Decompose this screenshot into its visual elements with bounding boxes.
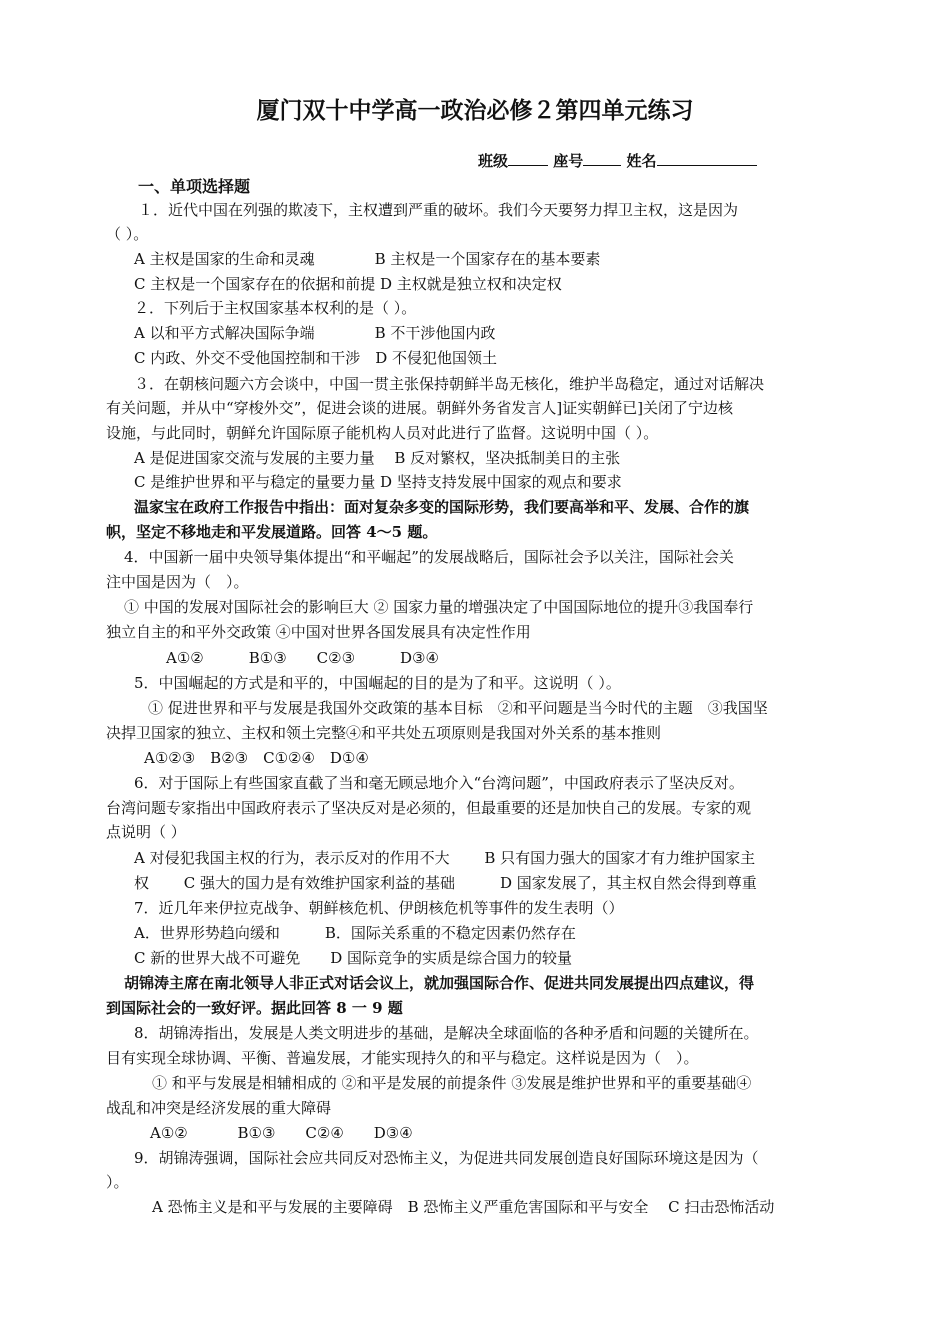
text-line: 台湾问题专家指出中国政府表示了坚决反对是必须的，但最重要的还是加快自己的发展。专家的观	[106, 799, 752, 817]
page-title: 厦门双十中学高一政治必修２第四单元练习	[256, 98, 694, 124]
text-line: 温家宝在政府工作报告中指出：面对复杂多变的国际形势，我们要高举和平、发展、合作的旗	[134, 498, 750, 516]
text-line: A．世界形势趋向缓和 B．国际关系重的不稳定因素仍然存在	[134, 924, 576, 942]
text-line: １．近代中国在列强的欺凌下，主权遭到严重的破坏。我们今天要努力捍卫主权，这是因为	[138, 201, 739, 219]
text-line: 到国际社会的一致好评。据此回答 8 一 9 题	[106, 999, 403, 1017]
text-line: 点说明（ ）	[106, 823, 186, 841]
text-line: ３．在朝核问题六方会谈中，中国一贯主张保持朝鲜半岛无核化，维护半岛稳定，通过对话解决	[134, 375, 765, 393]
text-line: ① 中国的发展对国际社会的影响巨大 ② 国家力量的增强决定了中国国际地位的提升③我国奉行	[124, 598, 754, 616]
text-line: 独立自主的和平外交政策 ④中国对世界各国发展具有决定性作用	[106, 623, 531, 641]
text-line: 9．胡锦涛强调，国际社会应共同反对恐怖主义，为促进共同发展创造良好国际环境这是因为（	[134, 1149, 759, 1167]
text-line: A①②③ B②③ C①②④ D①④	[144, 749, 369, 767]
name-blank[interactable]	[657, 151, 757, 166]
text-line: 7．近几年来伊拉克战争、朝鲜核危机、伊朗核危机等事件的发生表明（）	[134, 899, 624, 917]
text-line: A 是促进国家交流与发展的主要力量 B 反对繁权，坚决抵制美日的主张	[134, 449, 621, 467]
student-info	[478, 150, 757, 171]
text-line: 帜，坚定不移地走和平发展道路。回答 4～5 题。	[106, 523, 438, 541]
text-line: C 主权是一个国家存在的依据和前提 D 主权就是独立权和决定权	[134, 275, 562, 293]
text-line: C 是维护世界和平与稳定的量要力量 D 坚持支持发展中国家的观点和要求	[134, 473, 622, 491]
text-line: 6．对于国际上有些国家直截了当和毫无顾忌地介入“台湾问题”，中国政府表示了坚决反对。	[134, 774, 744, 792]
text-line: 战乱和冲突是经济发展的重大障碍	[106, 1099, 332, 1117]
text-line: ① 促进世界和平与发展是我国外交政策的基本目标 ②和平问题是当今时代的主题 ③我国坚	[148, 699, 768, 717]
text-line: 5．中国崛起的方式是和平的，中国崛起的目的是为了和平。这说明（ ）。	[134, 674, 621, 692]
seat-blank[interactable]	[583, 151, 621, 166]
text-line: 权 C 强大的国力是有效维护国家利益的基础 D 国家发展了，其主权自然会得到尊重	[134, 874, 757, 892]
seat-label: 座号	[553, 152, 584, 170]
text-line: C 内政、外交不受他国控制和干涉 D 不侵犯他国领土	[134, 349, 498, 367]
text-line: 决捍卫国家的独立、主权和领土完整④和平共处五项原则是我国对外关系的基本推则	[106, 724, 662, 742]
text-line: 注中国是因为（ ）。	[106, 573, 249, 591]
text-line: ）。	[106, 1173, 129, 1191]
text-line: 4．中国新一届中央领导集体提出“和平崛起”的发展战略后，国际社会予以关注，国际社会关	[124, 548, 734, 566]
class-label: 班级	[478, 152, 509, 170]
text-line: 有关问题，并从中“穿梭外交”，促进会谈的进展。朝鲜外务省发言人]证实朝鲜已]关闭了宁边核	[106, 399, 734, 417]
text-line: 设施，与此同时，朝鲜允许国际原子能机构人员对此进行了监督。这说明中国（ ）。	[106, 424, 659, 442]
text-line: ① 和平与发展是相辅相成的 ②和平是发展的前提条件 ③发展是维护世界和平的重要基础④	[152, 1074, 752, 1092]
text-line: （ ）。	[106, 225, 149, 243]
text-line: 胡锦涛主席在南北领导人非正式对话会议上，就加强国际合作、促进共同发展提出四点建议，得	[124, 974, 755, 992]
section-heading: 一、单项选择题	[138, 177, 251, 196]
text-line: 目有实现全球协调、平衡、普遍发展，才能实现持久的和平与稳定。这样说是因为（ ）。	[106, 1049, 699, 1067]
text-line: A 以和平方式解决国际争端 B 不干涉他国内政	[134, 324, 496, 342]
text-line: C 新的世界大战不可避免 D 国际竞争的实质是综合国力的较量	[134, 949, 573, 967]
text-line: A①② B①③ C②④ D③④	[150, 1124, 413, 1142]
text-line: 8．胡锦涛指出，发展是人类文明进步的基础，是解决全球面临的各种矛盾和问题的关键所在。	[134, 1024, 759, 1042]
class-blank[interactable]	[508, 151, 548, 166]
text-line: ２．下列后于主权国家基本权利的是（ ）。	[134, 299, 417, 317]
text-line: A 恐怖主义是和平与发展的主要障碍 B 恐怖主义严重危害国际和平与安全 C 扫击恐怖活动	[152, 1198, 775, 1216]
name-label: 姓名	[626, 152, 657, 170]
text-line: A 对侵犯我国主权的行为，表示反对的作用不大 B 只有国力强大的国家才有力维护国家主	[134, 849, 756, 867]
text-line: A①② B①③ C②③ D③④	[166, 649, 439, 667]
text-line: A 主权是国家的生命和灵魂 B 主权是一个国家存在的基本要素	[134, 250, 601, 268]
